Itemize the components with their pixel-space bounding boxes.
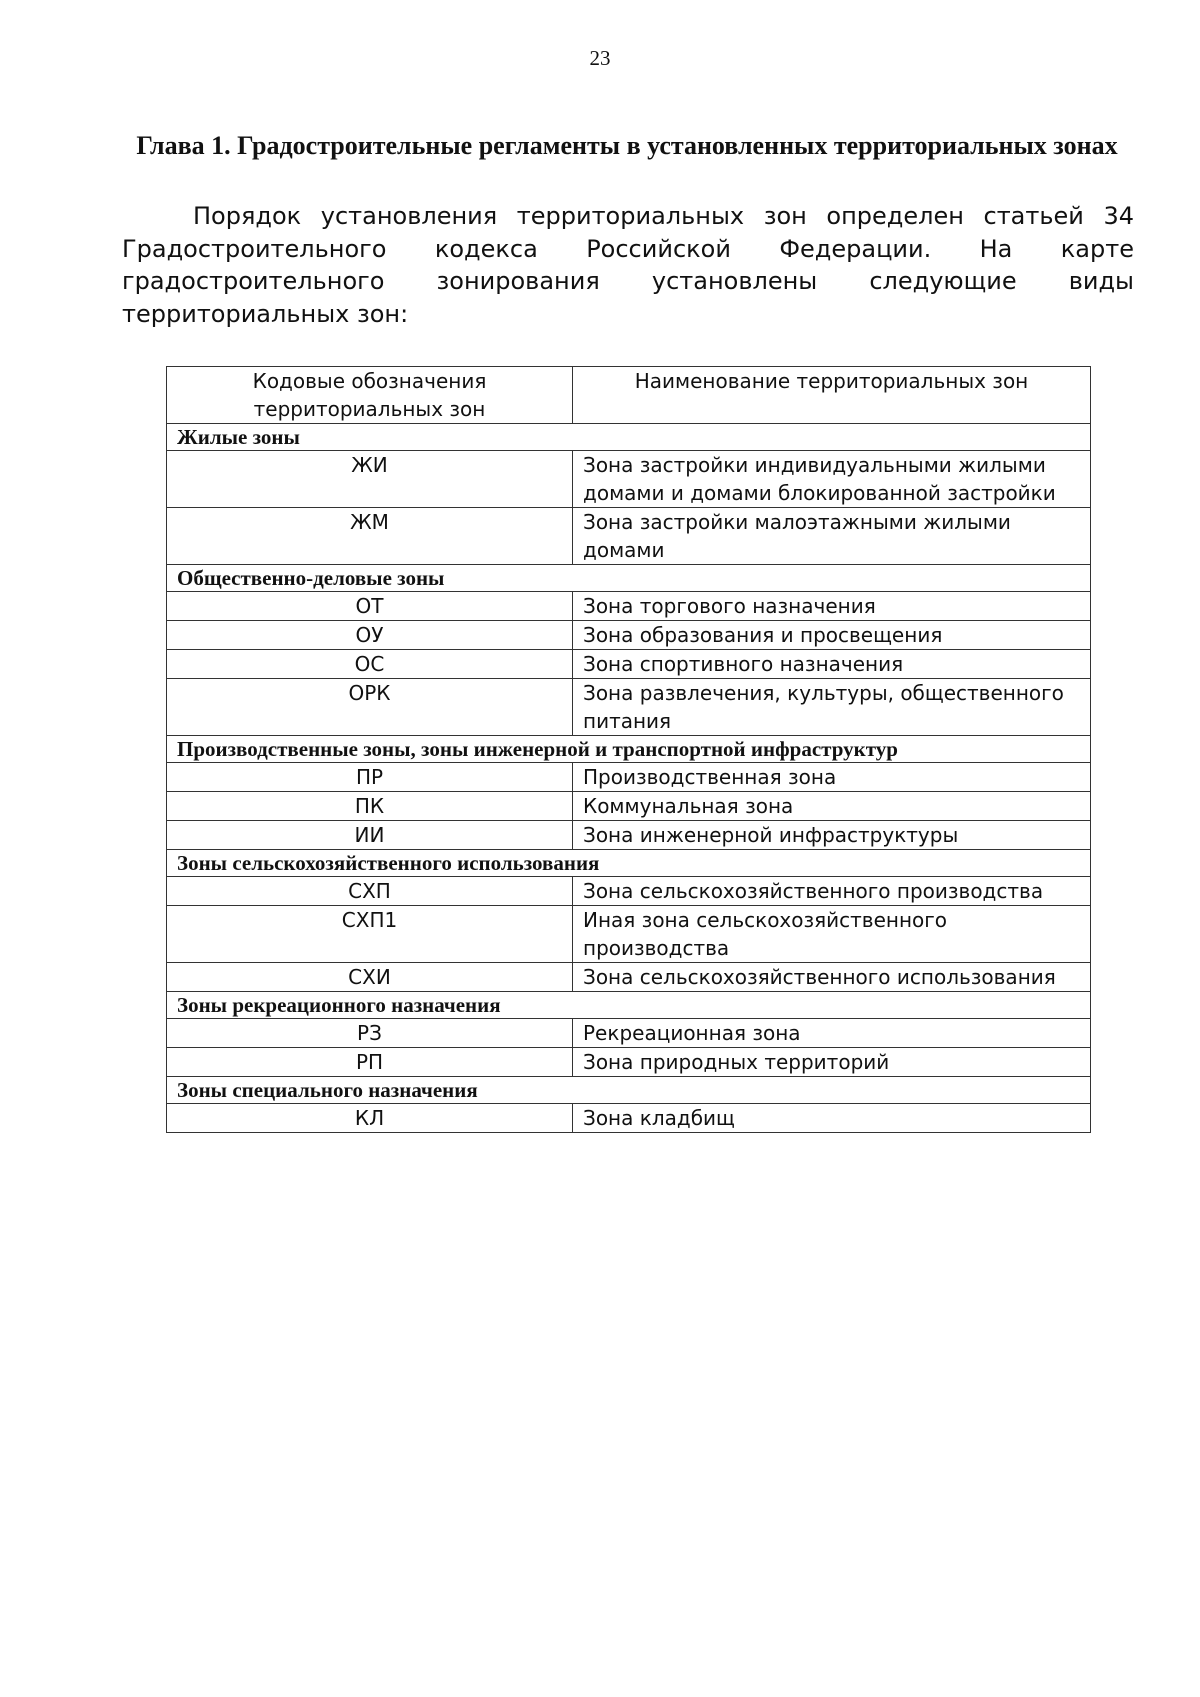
- group-row: [167, 1077, 1091, 1104]
- zone-code: ПР: [167, 763, 573, 792]
- zone-name: Зона инженерной инфраструктуры: [573, 821, 1091, 850]
- zone-name: Зона застройки малоэтажными жилыми домами: [573, 508, 1091, 565]
- zone-code: РЗ: [167, 1019, 573, 1048]
- group-row: [167, 736, 1091, 763]
- table-header-row: [167, 367, 1091, 424]
- zone-code: СХП: [167, 877, 573, 906]
- zone-name: Зона развлечения, культуры, общественного питания: [573, 679, 1091, 736]
- group-row: [167, 992, 1091, 1019]
- table-row: [167, 877, 1091, 906]
- intro-paragraph: Порядок установления территориальных зон определен статьей 34 Градостроительного кодекса Российской Федерации. На карте градостроительного зонирования установлены следующие виды территориальных зон:: [122, 202, 1134, 328]
- chapter-heading: Глава 1. Градостроительные регламенты в установленных территориальных зонах: [136, 131, 1118, 160]
- header-code: Кодовые обозначения территориальных зон: [167, 367, 573, 424]
- zone-name: Зона природных территорий: [573, 1048, 1091, 1077]
- group-row: [167, 850, 1091, 877]
- table-row: [167, 963, 1091, 992]
- zone-code: ОТ: [167, 592, 573, 621]
- page-number: 23: [589, 46, 611, 70]
- zone-name: Зона торгового назначения: [573, 592, 1091, 621]
- group-title: Зоны специального назначения: [167, 1077, 1091, 1104]
- group-title: Производственные зоны, зоны инженерной и транспортной инфраструктур: [167, 736, 1091, 763]
- table-row: [167, 763, 1091, 792]
- group-row: [167, 565, 1091, 592]
- group-title: Зоны рекреационного назначения: [167, 992, 1091, 1019]
- zone-name: Зона застройки индивидуальными жилыми домами и домами блокированной застройки: [573, 451, 1091, 508]
- zone-name: Рекреационная зона: [573, 1019, 1091, 1048]
- zone-code: ПК: [167, 792, 573, 821]
- zone-name: Зона сельскохозяйственного использования: [573, 963, 1091, 992]
- zone-code: ЖМ: [167, 508, 573, 565]
- zone-code: РП: [167, 1048, 573, 1077]
- table-row: [167, 679, 1091, 736]
- table-row: [167, 621, 1091, 650]
- table-row: [167, 650, 1091, 679]
- table-row: [167, 508, 1091, 565]
- zone-code: ОУ: [167, 621, 573, 650]
- table-row: [167, 1104, 1091, 1133]
- zone-code: ИИ: [167, 821, 573, 850]
- table-row: [167, 821, 1091, 850]
- table-row: [167, 792, 1091, 821]
- table-row: [167, 1048, 1091, 1077]
- group-title: Общественно-деловые зоны: [167, 565, 1091, 592]
- table-row: [167, 1019, 1091, 1048]
- zone-code: СХП1: [167, 906, 573, 963]
- zone-name: Зона сельскохозяйственного производства: [573, 877, 1091, 906]
- group-title: Зоны сельскохозяйственного использования: [167, 850, 1091, 877]
- zones-table: [166, 366, 1091, 1133]
- zone-code: КЛ: [167, 1104, 573, 1133]
- zone-code: ЖИ: [167, 451, 573, 508]
- zone-name: Зона спортивного назначения: [573, 650, 1091, 679]
- group-row: [167, 424, 1091, 451]
- zone-name: Иная зона сельскохозяйственного производства: [573, 906, 1091, 963]
- zone-name: Зона кладбищ: [573, 1104, 1091, 1133]
- table-row: [167, 906, 1091, 963]
- zone-code: СХИ: [167, 963, 573, 992]
- table-row: [167, 592, 1091, 621]
- zone-code: ОРК: [167, 679, 573, 736]
- group-title: Жилые зоны: [167, 424, 1091, 451]
- header-name: Наименование территориальных зон: [573, 367, 1091, 424]
- table-row: [167, 451, 1091, 508]
- zone-name: Производственная зона: [573, 763, 1091, 792]
- zone-code: ОС: [167, 650, 573, 679]
- zone-name: Коммунальная зона: [573, 792, 1091, 821]
- zone-name: Зона образования и просвещения: [573, 621, 1091, 650]
